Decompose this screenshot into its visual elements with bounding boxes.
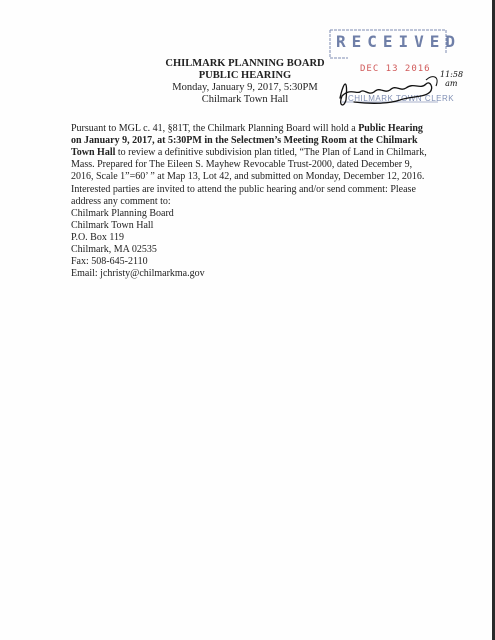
stamp-office: CHILMARK TOWN CLERK	[348, 94, 455, 103]
stamp-received-text: RECEIVED	[336, 32, 462, 51]
email-line: Email: jchristy@chilmarkma.gov	[71, 268, 205, 279]
paragraph-hearing-details: Public Hearing on January 9, 2017, at 5:30PM in the Selectmen’s Meeting Room at the Chilmark Town Hall	[71, 123, 423, 158]
fax-line: Fax: 508-645-2110	[71, 256, 148, 267]
stamp-date: DEC 13 2016	[360, 64, 431, 74]
comment-invitation: Interested parties are invited to attend the public hearing and/or send comment: Please address any comment to:	[71, 184, 416, 207]
handwritten-time: 11:58 am	[440, 70, 464, 88]
board-title: CHILMARK PLANNING BOARD	[165, 58, 325, 69]
hearing-location: Chilmark Town Hall	[201, 94, 289, 105]
address-line: Chilmark Planning Board	[71, 208, 174, 219]
notice-paragraph	[71, 123, 431, 183]
address-line: Chilmark, MA 02535	[71, 244, 157, 255]
paragraph-intro: Pursuant to MGL c. 41, §81T, the Chilmark Planning Board will hold a	[71, 123, 359, 134]
address-line: Chilmark Town Hall	[71, 220, 154, 231]
hearing-title: PUBLIC HEARING	[198, 70, 292, 81]
hearing-datetime: Monday, January 9, 2017, 5:30PM	[172, 82, 318, 93]
address-line: P.O. Box 119	[71, 232, 124, 243]
address-block	[71, 208, 321, 280]
notice-header	[150, 58, 340, 106]
paragraph-plan-details: to review a definitive subdivision plan titled, “The Plan of Land in Chilmark, Mass. Prepared for The Eileen S. Mayhew Revocable Trust-2000, dated December 9, 2016, Scale 1”=60’ ” at Map 13, Lot 42, and submitted on Monday, December 12, 2016.	[71, 147, 427, 182]
